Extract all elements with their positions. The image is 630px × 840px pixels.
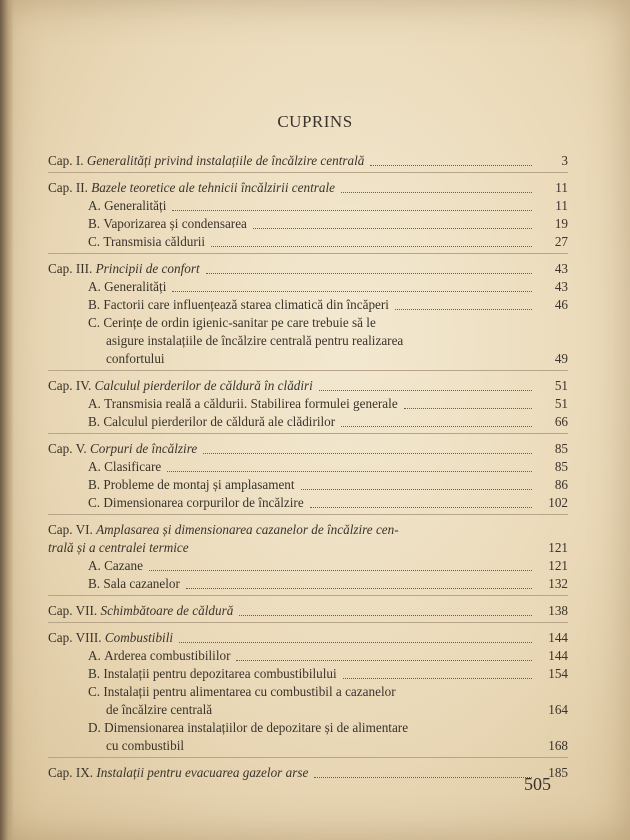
toc-chapter-2 bbox=[48, 179, 568, 197]
page-ref: 3 bbox=[561, 153, 568, 168]
chapter-label: Cap. III. bbox=[48, 261, 93, 276]
chapter-title: Bazele teoretice ale tehnicii încălzirii centrale bbox=[91, 180, 335, 195]
page-ref: 132 bbox=[548, 576, 568, 591]
toc-section bbox=[48, 215, 568, 233]
section-title: Probleme de montaj și amplasament bbox=[103, 477, 295, 492]
section-label: C. bbox=[88, 495, 101, 510]
page-number: 505 bbox=[524, 774, 551, 794]
toc-chapter-9 bbox=[48, 764, 568, 782]
dot-leader bbox=[341, 192, 532, 193]
section-label: C. bbox=[88, 684, 101, 699]
toc-section bbox=[48, 314, 568, 368]
divider bbox=[48, 172, 568, 173]
page-ref: 86 bbox=[554, 477, 568, 492]
section-title: Arderea combustibililor bbox=[104, 648, 231, 663]
chapter-title: Corpuri de încălzire bbox=[90, 441, 198, 456]
page-ref: 46 bbox=[554, 297, 568, 312]
page-ref: 66 bbox=[554, 414, 568, 429]
section-label: B. bbox=[88, 297, 101, 312]
section-label: A. bbox=[88, 558, 101, 573]
section-label: A. bbox=[88, 198, 101, 213]
dot-leader bbox=[239, 615, 532, 616]
toc-chapter-8 bbox=[48, 629, 568, 647]
toc-section bbox=[48, 647, 568, 665]
chapter-title: Generalități privind instalațiile de încălzire centrală bbox=[86, 153, 365, 168]
dot-leader bbox=[179, 642, 532, 643]
dot-leader bbox=[341, 426, 532, 427]
section-title: Vaporizarea și condensarea bbox=[103, 216, 247, 231]
chapter-title: Combustibili bbox=[104, 630, 174, 645]
section-label: B. bbox=[88, 666, 101, 681]
section-title-line: confortului bbox=[106, 351, 165, 366]
page-ref: 168 bbox=[548, 738, 568, 753]
toc-section bbox=[48, 719, 568, 755]
section-label: A. bbox=[88, 279, 101, 294]
page-ref: 121 bbox=[548, 540, 568, 555]
section-title-line: de încălzire centrală bbox=[106, 702, 213, 717]
toc-section bbox=[48, 557, 568, 575]
divider bbox=[48, 433, 568, 434]
page-ref: 51 bbox=[554, 396, 568, 411]
toc-section bbox=[48, 665, 568, 683]
chapter-label: Cap. II. bbox=[48, 180, 88, 195]
page-ref: 164 bbox=[548, 702, 568, 717]
section-title: Generalități bbox=[104, 279, 167, 294]
toc-chapter-7 bbox=[48, 602, 568, 620]
divider bbox=[48, 757, 568, 758]
section-label: A. bbox=[88, 459, 101, 474]
section-title: Transmisia reală a căldurii. Stabilirea formulei generale bbox=[104, 396, 398, 411]
chapter-title: Instalații pentru evacuarea gazelor arse bbox=[96, 765, 309, 780]
toc-section bbox=[48, 683, 568, 719]
chapter-title-line: Amplasarea și dimensionarea cazanelor de încălzire cen- bbox=[96, 522, 399, 537]
toc-section bbox=[48, 233, 568, 251]
section-label: B. bbox=[88, 477, 101, 492]
section-title: Cazane bbox=[104, 558, 143, 573]
chapter-title: Calculul pierderilor de căldură în clădiri bbox=[94, 378, 313, 393]
section-title: Clasificare bbox=[104, 459, 162, 474]
page-ref: 138 bbox=[548, 603, 568, 618]
section-label: C. bbox=[88, 315, 101, 330]
page-ref: 49 bbox=[554, 351, 568, 366]
toc-section bbox=[48, 494, 568, 512]
dot-leader bbox=[310, 507, 532, 508]
section-title: Calculul pierderilor de căldură ale clădirilor bbox=[103, 414, 336, 429]
dot-leader bbox=[172, 291, 532, 292]
dot-leader bbox=[167, 471, 532, 472]
chapter-title: Principii de confort bbox=[95, 261, 200, 276]
dot-leader bbox=[404, 408, 532, 409]
section-title: Instalații pentru depozitarea combustibilului bbox=[103, 666, 337, 681]
section-title: Generalități bbox=[104, 198, 167, 213]
page-ref: 121 bbox=[548, 558, 568, 573]
dot-leader bbox=[301, 489, 532, 490]
toc-section bbox=[48, 197, 568, 215]
page-title: CUPRINS bbox=[277, 112, 353, 131]
chapter-title: Schimbătoare de căldură bbox=[100, 603, 234, 618]
page-ref: 51 bbox=[554, 378, 568, 393]
toc-section bbox=[48, 575, 568, 593]
dot-leader bbox=[253, 228, 532, 229]
page-ref: 43 bbox=[554, 279, 568, 294]
section-title: Dimensionarea corpurilor de încălzire bbox=[103, 495, 304, 510]
toc-chapter-3 bbox=[48, 260, 568, 278]
section-label: B. bbox=[88, 216, 101, 231]
dot-leader bbox=[236, 660, 532, 661]
section-label: B. bbox=[88, 414, 101, 429]
section-label: C. bbox=[88, 234, 101, 249]
divider bbox=[48, 514, 568, 515]
page-ref: 144 bbox=[548, 648, 568, 663]
chapter-label: Cap. VII. bbox=[48, 603, 98, 618]
dot-leader bbox=[314, 777, 532, 778]
page-ref: 102 bbox=[548, 495, 568, 510]
section-title: Transmisia căldurii bbox=[103, 234, 206, 249]
dot-leader bbox=[370, 165, 532, 166]
dot-leader bbox=[343, 678, 532, 679]
page-ref: 43 bbox=[554, 261, 568, 276]
chapter-label: Cap. VIII. bbox=[48, 630, 102, 645]
divider bbox=[48, 253, 568, 254]
section-title-line: Dimensionarea instalațiilor de depozitare și de alimentare bbox=[104, 720, 409, 735]
page-ref: 11 bbox=[555, 198, 568, 213]
dot-leader bbox=[172, 210, 532, 211]
chapter-label: Cap. IX. bbox=[48, 765, 94, 780]
page-ref: 85 bbox=[554, 441, 568, 456]
dot-leader bbox=[395, 309, 532, 310]
toc-section bbox=[48, 278, 568, 296]
chapter-title-line: trală și a centralei termice bbox=[48, 540, 189, 555]
page-ref: 27 bbox=[554, 234, 568, 249]
section-title: Factorii care influențează starea climatică din încăperi bbox=[103, 297, 389, 312]
toc-chapter-1 bbox=[48, 152, 568, 170]
chapter-label: Cap. IV. bbox=[48, 378, 92, 393]
dot-leader bbox=[319, 390, 532, 391]
chapter-label: Cap. I. bbox=[48, 153, 84, 168]
section-title-line: Cerințe de ordin igienic-sanitar pe care trebuie să le bbox=[103, 315, 376, 330]
section-title-line: asigure instalațiile de încălzire centrală pentru realizarea bbox=[106, 333, 404, 348]
toc-section bbox=[48, 476, 568, 494]
dot-leader bbox=[211, 246, 532, 247]
chapter-label: Cap. V. bbox=[48, 441, 87, 456]
section-label: A. bbox=[88, 648, 101, 663]
dot-leader bbox=[203, 453, 532, 454]
page-ref: 154 bbox=[548, 666, 568, 681]
section-label: D. bbox=[88, 720, 101, 735]
page-ref: 144 bbox=[548, 630, 568, 645]
section-title: Sala cazanelor bbox=[103, 576, 180, 591]
section-title-line: cu combustibil bbox=[106, 738, 185, 753]
dot-leader bbox=[206, 273, 532, 274]
page-ref: 19 bbox=[554, 216, 568, 231]
section-label: A. bbox=[88, 396, 101, 411]
chapter-label: Cap. VI. bbox=[48, 522, 93, 537]
page-ref: 11 bbox=[555, 180, 568, 195]
table-of-contents bbox=[48, 146, 568, 782]
toc-chapter-6 bbox=[48, 521, 568, 557]
divider bbox=[48, 622, 568, 623]
divider bbox=[48, 595, 568, 596]
dot-leader bbox=[186, 588, 532, 589]
toc-section bbox=[48, 458, 568, 476]
toc-chapter-5 bbox=[48, 440, 568, 458]
toc-section bbox=[48, 395, 568, 413]
toc-chapter-4 bbox=[48, 377, 568, 395]
toc-section bbox=[48, 296, 568, 314]
page-ref: 85 bbox=[554, 459, 568, 474]
dot-leader bbox=[149, 570, 532, 571]
toc-section bbox=[48, 413, 568, 431]
section-label: B. bbox=[88, 576, 101, 591]
page-ref: 185 bbox=[548, 765, 568, 780]
section-title-line: Instalații pentru alimentarea cu combustibil a cazanelor bbox=[103, 684, 396, 699]
divider bbox=[48, 370, 568, 371]
